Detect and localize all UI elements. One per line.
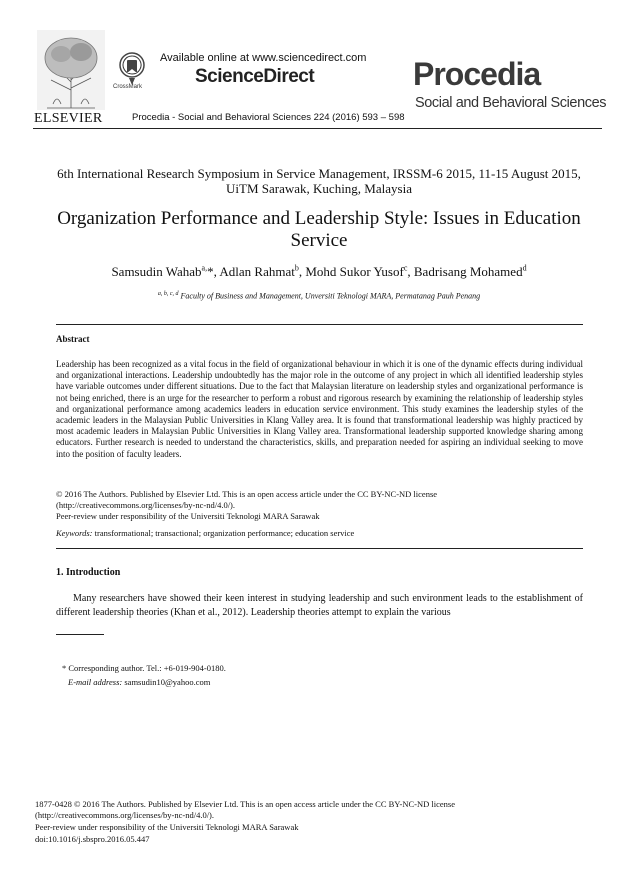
author: Badrisang Mohamed$^d$	[413, 264, 527, 280]
license-line: © 2016 The Authors. Published by Elsevier Ltd. This is an open access article under the CC BY-NC-ND license	[56, 489, 438, 499]
author-list	[40, 264, 598, 280]
affiliation: $^{a, b, c, d}$ Faculty of Business and Management, Unversiti Teknologi MARA, Permatanag Pauh Penang	[157, 291, 481, 301]
procedia-subtitle: Social and Behavioral Sciences	[415, 95, 607, 111]
conference-line: 6th International Research Symposium in Service Management, IRSSM-6 2015, 11-15 August 2015, UiTM Sarawak, Kuching, Malaysia	[57, 166, 581, 196]
journal-citation: Procedia - Social and Behavioral Sciences 224 (2016) 593 – 598	[132, 112, 405, 123]
paper-title: Organization Performance and Leadership Style: Issues in Education Service	[57, 208, 581, 251]
author: Mohd Sukor Yusof$^c$,	[305, 264, 414, 280]
email-link[interactable]: samsudin10@yahoo.com	[124, 677, 211, 687]
abstract-text: Leadership has been recognized as a vital focus in the field of organizational behaviour in which it is one of the dynamic effects during individual and organizational interactions. Leadership undoubtedly has the major role in the outcome of any project in which all identified leadership styles have variable outcomes under different situations. Due to the fact that Malaysian literature on leadership styles and organizational performance is not being enriched, there is an urge for the researcher to perform a robust and rigorous research by examining the relationship of leadership styles and organizational performance among academics leaders in education service environment. This study examines the leadership styles of the academic leaders in the Malaysian Public Universities in Klang Valley area. It is found that transformational leadership was highly practiced by most academic leaders in Malaysian Public Universities in Klang Valley area. Transformational leadership supported knowledge sharing among educators. Further research is needed to understand the characteristics, skills, and preparation needed for aspiring an individual seeking to move into the position of faculty leaders.	[56, 359, 583, 459]
author: Adlan Rahmat$^b$,	[219, 264, 306, 280]
corresponding-author-note: * Corresponding author. Tel.: +6-019-904-0180.	[62, 663, 226, 673]
peer-review-line: Peer-review under responsibility of the Universiti Teknologi MARA Sarawak	[56, 511, 320, 521]
footer-license-link[interactable]: (http://creativecommons.org/licenses/by-nc-nd/4.0/).	[35, 810, 215, 820]
procedia-logo: Procedia	[413, 56, 541, 92]
header-divider	[33, 128, 602, 129]
footer-issn-line: 1877-0428 © 2016 The Authors. Published by Elsevier Ltd. This is an open access article under the CC BY-NC-ND license	[35, 799, 455, 809]
email-note: E-mail address: samsudin10@yahoo.com	[68, 677, 211, 687]
footnote-divider	[56, 634, 104, 635]
publisher-name: ELSEVIER	[34, 111, 103, 126]
section-heading-introduction: 1. Introduction	[56, 567, 121, 578]
introduction-text: Many researchers have showed their keen interest in studying leadership and such environment leads to the establishment of different leadership theories (Khan et al., 2012). Leadership theories attempt to explain the various	[56, 593, 583, 618]
license-link[interactable]: (http://creativecommons.org/licenses/by-nc-nd/4.0/).	[56, 500, 236, 510]
footer-doi[interactable]: doi:10.1016/j.sbspro.2016.05.447	[35, 834, 150, 844]
sciencedirect-logo: ScienceDirect	[195, 66, 315, 87]
keywords: Keywords: transformational; transactional; organization performance; education service	[56, 528, 355, 538]
abstract-bottom-divider	[56, 548, 583, 549]
crossmark-label: CrossMark	[113, 84, 143, 90]
available-online-text: Available online at www.sciencedirect.com	[160, 52, 367, 64]
elsevier-tree-logo-icon	[37, 30, 105, 118]
crossmark-icon[interactable]	[118, 52, 146, 88]
author: Samsudin Wahab$^{a,}$*,	[111, 264, 220, 280]
abstract-top-divider	[56, 324, 583, 325]
abstract-heading: Abstract	[56, 334, 90, 344]
footer-peer-review: Peer-review under responsibility of the Universiti Teknologi MARA Sarawak	[35, 822, 299, 832]
